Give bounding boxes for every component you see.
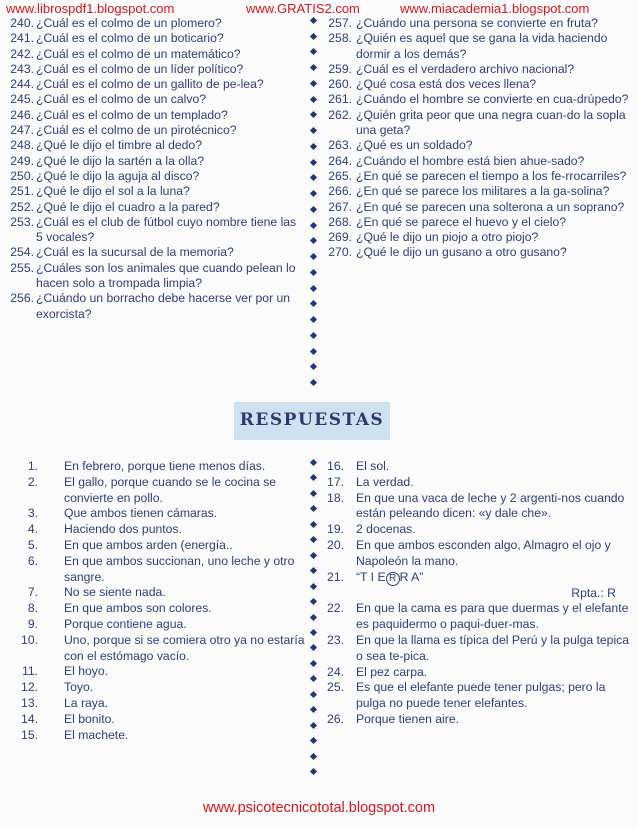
question-item-number: 254. <box>10 245 34 260</box>
divider-diamond <box>310 459 317 466</box>
answer-item-number: 4. <box>27 522 38 537</box>
answer-item <box>20 633 310 665</box>
divider-diamond <box>310 253 317 260</box>
question-item-number: 257. <box>328 16 352 30</box>
answer-item-text: La raya. <box>64 695 109 710</box>
question-item <box>4 184 306 199</box>
answer-item <box>20 712 310 728</box>
divider-diamond <box>310 505 317 512</box>
question-item <box>4 245 306 260</box>
question-item-number: 259. <box>328 61 352 76</box>
divider-diamond <box>310 48 317 55</box>
divider-diamond <box>310 552 317 559</box>
answer-item <box>20 728 310 744</box>
answer-item-number: 18. <box>327 490 344 505</box>
question-item-text: ¿Qué le dijo la aguja al disco? <box>36 168 200 183</box>
answer-item <box>318 538 636 570</box>
divider-diamond <box>310 159 317 166</box>
header-link-librospdf1[interactable]: www.librospdf1.blogspot.com <box>6 1 175 16</box>
divider-diamond <box>310 300 317 307</box>
question-item-number: 268. <box>328 214 352 229</box>
question-item-number: 261. <box>328 92 352 107</box>
answer-item <box>318 570 636 602</box>
question-item-number: 265. <box>328 168 352 183</box>
divider-diamond <box>310 753 317 760</box>
question-item-number: 240. <box>10 16 34 30</box>
answers-right-column <box>318 459 636 728</box>
question-item-number: 260. <box>328 77 352 92</box>
answer-item-number: 8. <box>27 601 38 616</box>
answer-item-number: 2. <box>27 474 38 489</box>
answer-item-number: 23. <box>327 632 344 647</box>
column-divider-bottom <box>311 460 317 775</box>
question-item-text: ¿Cuál es el colmo de un líder político? <box>36 61 244 76</box>
question-item-number: 249. <box>10 153 34 168</box>
question-item-number: 250. <box>10 168 34 183</box>
divider-diamond <box>310 567 317 574</box>
divider-diamond <box>310 629 317 636</box>
divider-diamond <box>310 237 317 244</box>
answer-item <box>20 475 310 507</box>
divider-diamond <box>310 127 317 134</box>
circled-letter: R <box>386 572 400 586</box>
question-item <box>4 92 306 107</box>
question-item-text: ¿Cuál es el club de fútbol cuyo nombre tiene las 5 vocales? <box>36 214 297 245</box>
answer-item-number: 19. <box>327 522 344 537</box>
questions-left-column <box>4 16 306 322</box>
question-item-text: ¿Cuándo un borracho debe hacerse ver por un exorcista? <box>36 291 291 321</box>
answer-item-text: Uno, porque si se comiera otro ya no estaría con el estómago vacío. <box>64 632 305 663</box>
question-item-text: ¿Quién grita peor que una negra cuan-do la sopla una geta? <box>356 107 626 138</box>
divider-diamond <box>310 675 317 682</box>
questions-right-column <box>318 16 636 261</box>
question-item <box>318 245 636 260</box>
question-item <box>4 215 306 246</box>
answer-item <box>318 712 636 728</box>
question-item <box>4 291 306 322</box>
divider-diamond <box>310 490 317 497</box>
section-title: RESPUESTAS <box>239 410 385 430</box>
question-item-number: 253. <box>10 214 34 229</box>
answer-item <box>20 459 310 475</box>
column-divider-top <box>311 18 317 386</box>
answer-item-text: El gallo, porque cuando se le cocina se convierte en pollo. <box>64 474 277 505</box>
footer-link[interactable]: www.psicotecnicototal.blogspot.com <box>202 800 436 816</box>
answer-item <box>20 506 310 522</box>
question-item <box>318 92 636 107</box>
answer-item-number: 10. <box>21 632 38 647</box>
question-item <box>318 169 636 184</box>
answer-item-number: 17. <box>327 474 344 489</box>
question-item <box>4 138 306 153</box>
question-item-text: ¿Qué le dijo el timbre al dedo? <box>36 138 202 153</box>
answers-left-column <box>20 459 310 743</box>
divider-diamond <box>310 691 317 698</box>
answer-item-text: En que la cama es para que duermas y el elefante es paquidermo o paqui-duer-mas. <box>356 601 629 632</box>
answer-item-number: 1. <box>27 459 38 473</box>
question-item-text: ¿Quién es aquel que se gana la vida haciendo dormir a los demás? <box>356 31 608 61</box>
answers-banner <box>234 402 390 440</box>
answer-item-number: 20. <box>327 537 344 552</box>
question-item-number: 266. <box>328 184 352 199</box>
question-item <box>4 154 306 169</box>
divider-diamond <box>310 644 317 651</box>
answer-item-number: 25. <box>327 680 344 695</box>
answer-item-text-end: R A” <box>399 569 424 584</box>
answer-item-text: El bonito. <box>64 711 115 726</box>
answer-item <box>318 491 636 523</box>
divider-diamond <box>310 80 317 87</box>
answer-item-text: En que ambos esconden algo, Almagro el ojo y Napoleón la mano. <box>356 537 611 568</box>
question-item-number: 256. <box>10 291 34 306</box>
divider-diamond <box>310 598 317 605</box>
question-item-text: ¿Cuál es el verdadero archivo nacional? <box>356 61 575 76</box>
divider-diamond <box>310 379 317 386</box>
answer-rpta: Rpta.: R <box>571 585 616 600</box>
answer-item-text: Que ambos tienen cámaras. <box>64 506 218 521</box>
answer-item-text: El sol. <box>356 459 390 473</box>
question-item <box>318 200 636 215</box>
question-item <box>318 62 636 77</box>
answer-item-text <box>356 570 636 602</box>
answer-item-number: 7. <box>27 585 38 600</box>
question-item-number: 270. <box>328 245 352 260</box>
answer-item <box>20 554 310 586</box>
answer-item <box>20 601 310 617</box>
divider-diamond <box>310 737 317 744</box>
answer-item-text: En que una vaca de leche y 2 argenti-nos cuando están peleando dicen: «y dale che». <box>356 490 625 521</box>
header-link-miacademia1[interactable]: www.miacademia1.blogspot.com <box>400 1 590 16</box>
question-item-text: ¿Cuál es el colmo de un templado? <box>36 107 228 122</box>
answer-item <box>20 696 310 712</box>
answer-item-number: 15. <box>21 727 38 742</box>
answer-item-number: 6. <box>27 553 38 568</box>
divider-diamond <box>310 64 317 71</box>
divider-diamond <box>310 768 317 775</box>
question-item-text: ¿Cuál es el colmo de un boticario? <box>36 31 224 46</box>
answer-item-number: 24. <box>327 664 344 679</box>
answer-item-number: 26. <box>327 711 344 726</box>
question-item-text: ¿Qué le dijo un piojo a otro piojo? <box>356 230 539 245</box>
answer-item-number: 13. <box>21 695 38 710</box>
question-item-text: ¿Cuál es el colmo de un plomero? <box>36 16 222 30</box>
question-item-number: 252. <box>10 199 34 214</box>
answer-item <box>318 459 636 475</box>
divider-diamond <box>310 190 317 197</box>
divider-diamond <box>310 316 317 323</box>
answer-item-text: En que la llama es típica del Perú y la pulga tepica o sea te-pica. <box>356 632 630 663</box>
divider-diamond <box>310 96 317 103</box>
answer-item-number: 12. <box>21 680 38 695</box>
answer-item-text-start: “T I E <box>356 569 386 584</box>
answer-item <box>20 664 310 680</box>
answer-item-number: 3. <box>27 506 38 521</box>
answer-item <box>318 680 636 712</box>
question-item-text: ¿Cuál es el colmo de un calvo? <box>36 92 207 107</box>
divider-diamond <box>310 660 317 667</box>
answer-item <box>20 585 310 601</box>
answer-item-number: 16. <box>327 459 344 473</box>
answer-item <box>318 633 636 665</box>
question-item-text: ¿Qué le dijo el sol a la luna? <box>36 184 190 199</box>
question-item-text: ¿En qué se parece los militares a la ga-solina? <box>356 184 610 199</box>
question-item <box>318 215 636 230</box>
question-item-number: 251. <box>10 184 34 199</box>
header-link-gratis2[interactable]: www.GRATIS2.com <box>246 1 360 16</box>
question-item-number: 244. <box>10 77 34 92</box>
divider-diamond <box>310 583 317 590</box>
divider-diamond <box>310 613 317 620</box>
answer-item-text: En que ambos arden (energía.. <box>64 537 233 552</box>
question-item <box>318 108 636 139</box>
divider-diamond <box>310 536 317 543</box>
divider-diamond <box>310 521 317 528</box>
divider-diamond <box>310 174 317 181</box>
answer-item-text: En que ambos son colores. <box>64 601 212 616</box>
question-item-number: 262. <box>328 107 352 122</box>
divider-diamond <box>310 285 317 292</box>
divider-diamond <box>310 363 317 370</box>
answer-item <box>20 522 310 538</box>
question-item-number: 243. <box>10 61 34 76</box>
answer-item-text: En que ambos succionan, uno leche y otro sangre. <box>64 553 295 584</box>
question-item-number: 267. <box>328 199 352 214</box>
divider-diamond <box>310 17 317 24</box>
question-item <box>318 154 636 169</box>
question-item-number: 255. <box>10 260 34 275</box>
answer-item <box>318 522 636 538</box>
question-item <box>4 16 306 31</box>
question-item-text: ¿Cuál es el colmo de un matemático? <box>36 46 241 61</box>
answer-item-text: Porque tienen aire. <box>356 711 459 726</box>
question-item <box>318 184 636 199</box>
answer-item-number: 11. <box>21 664 38 679</box>
answer-item-text: Porque contiene agua. <box>64 616 187 631</box>
question-item-text: ¿Cuáles son los animales que cuando pelean lo hacen solo a trompada limpia? <box>36 260 296 291</box>
answer-item-text: La verdad. <box>356 474 414 489</box>
question-item <box>4 47 306 62</box>
divider-diamond <box>310 206 317 213</box>
question-item-text: ¿Qué le dijo un gusano a otro gusano? <box>356 245 567 260</box>
question-item-text: ¿Cuándo el hombre se convierte en cua-drúpedo? <box>356 92 629 107</box>
question-item-text: ¿Qué cosa está dos veces llena? <box>356 77 537 92</box>
answer-item-text: Es que el elefante puede tener pulgas; pero la pulga no puede tener elefantes. <box>356 680 606 711</box>
answer-item-text: El hoyo. <box>64 664 109 679</box>
question-item <box>318 31 636 62</box>
question-item <box>318 77 636 92</box>
question-item-text: ¿Cuál es el colmo de un gallito de pe-lea? <box>36 77 264 92</box>
question-item <box>4 31 306 46</box>
question-item-number: 246. <box>10 107 34 122</box>
question-item-number: 247. <box>10 123 34 138</box>
question-item-text: ¿En qué se parecen una solterona a un soprano? <box>356 199 625 214</box>
question-item <box>318 230 636 245</box>
question-item <box>318 16 636 31</box>
answer-item-number: 21. <box>327 569 344 584</box>
question-item <box>4 200 306 215</box>
answer-item <box>20 538 310 554</box>
question-item <box>318 138 636 153</box>
question-item-text: ¿En qué se parecen el tiempo a los fe-rrocarriles? <box>356 168 627 183</box>
divider-diamond <box>310 222 317 229</box>
question-item-number: 258. <box>328 31 352 46</box>
divider-diamond <box>310 143 317 150</box>
question-item-text: ¿Qué es un soldado? <box>356 138 473 153</box>
answer-item <box>318 665 636 681</box>
answer-item-text: El pez carpa. <box>356 664 428 679</box>
divider-diamond <box>310 269 317 276</box>
answer-item <box>318 475 636 491</box>
question-item-number: 242. <box>10 46 34 61</box>
divider-diamond <box>310 722 317 729</box>
question-item <box>4 169 306 184</box>
divider-diamond <box>310 347 317 354</box>
answer-item-number: 9. <box>27 616 38 631</box>
question-item <box>4 261 306 292</box>
answer-item-number: 22. <box>327 601 344 616</box>
question-item-number: 245. <box>10 92 34 107</box>
question-item-text: ¿Qué le dijo la sartén a la olla? <box>36 153 205 168</box>
question-item-text: ¿Cuándo el hombre está bien ahue-sado? <box>356 153 585 168</box>
answer-item-text: El machete. <box>64 727 129 742</box>
answer-item-text: No se siente nada. <box>64 585 166 600</box>
question-item-number: 263. <box>328 138 352 153</box>
question-item-number: 248. <box>10 138 34 153</box>
question-item-text: ¿Qué le dijo el cuadro a la pared? <box>36 199 220 214</box>
divider-diamond <box>310 111 317 118</box>
question-item-text: ¿En qué se parece el huevo y el cielo? <box>356 214 567 229</box>
question-item <box>4 108 306 123</box>
question-item <box>4 62 306 77</box>
question-item-number: 269. <box>328 230 352 245</box>
divider-diamond <box>310 706 317 713</box>
question-item <box>4 77 306 92</box>
question-item-number: 264. <box>328 153 352 168</box>
question-item <box>4 123 306 138</box>
question-item-text: ¿Cuál es la sucursal de la memoria? <box>36 245 234 260</box>
answer-item <box>318 601 636 633</box>
answer-item-number: 5. <box>27 537 38 552</box>
answer-item <box>20 617 310 633</box>
divider-diamond <box>310 332 317 339</box>
answer-item-text: En febrero, porque tiene menos días. <box>64 459 266 473</box>
question-item-text: ¿Cuál es el colmo de un pirotécnico? <box>36 123 237 138</box>
answer-item-number: 14. <box>21 711 38 726</box>
question-item-text: ¿Cuándo una persona se convierte en fruta? <box>356 16 598 30</box>
divider-diamond <box>310 474 317 481</box>
divider-diamond <box>310 33 317 40</box>
answer-item-text: 2 docenas. <box>356 522 416 537</box>
answer-item <box>20 680 310 696</box>
answer-item-text: Haciendo dos puntos. <box>64 522 182 537</box>
question-item-number: 241. <box>10 31 34 46</box>
answer-item-text: Toyo. <box>64 680 94 695</box>
